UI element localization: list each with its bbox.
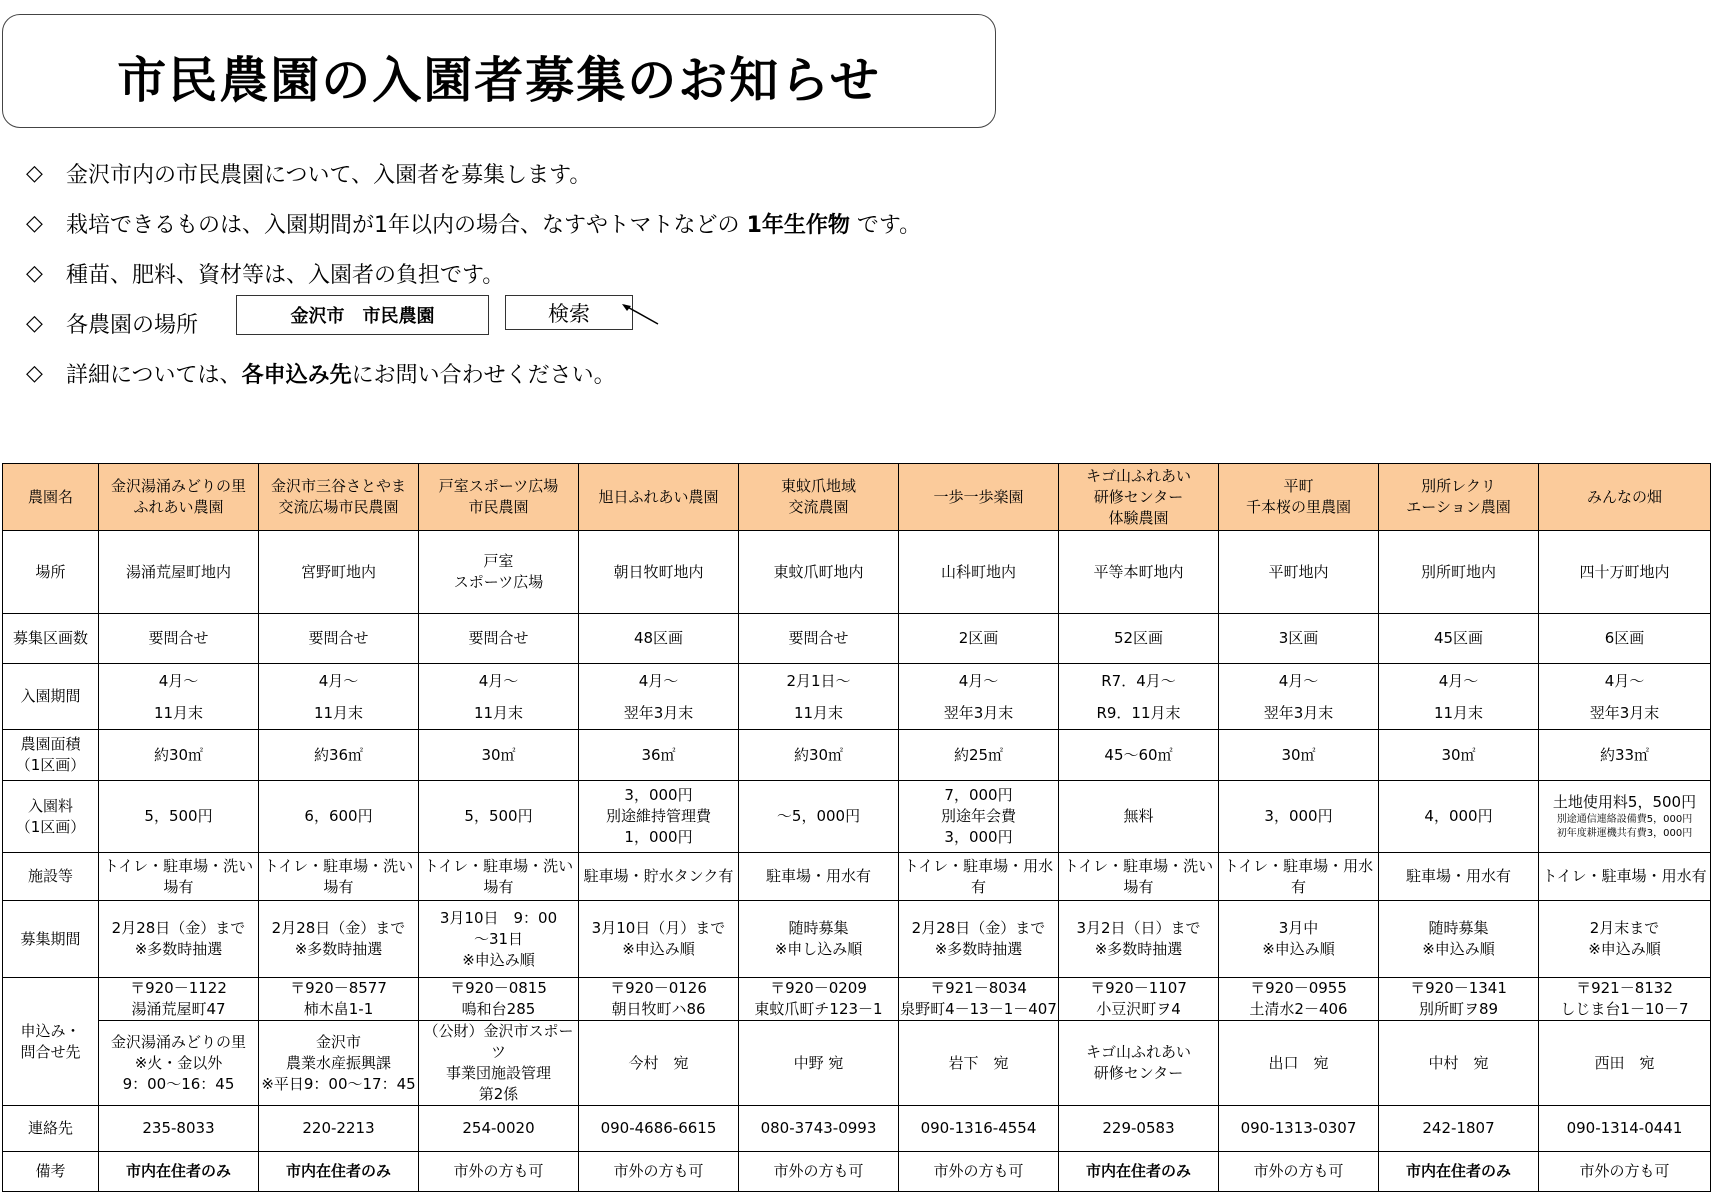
table-cell: 5，500円 bbox=[419, 781, 579, 853]
table-cell: 市内在住者のみ bbox=[1059, 1152, 1219, 1192]
table-cell: 4月～ 11月末 bbox=[419, 664, 579, 730]
table-cell: 市内在住者のみ bbox=[259, 1152, 419, 1192]
table-cell: 4月～ 11月末 bbox=[99, 664, 259, 730]
table-cell: 〒920－0209 東蚊爪町チ123－1 bbox=[739, 978, 899, 1021]
table-cell: 090-4686-6615 bbox=[579, 1106, 739, 1152]
notice-item bbox=[26, 148, 1026, 198]
table-cell: 宮野町地内 bbox=[259, 531, 419, 614]
row-label: 連絡先 bbox=[3, 1106, 99, 1152]
table-cell: 〒920－8577 柿木畠1-1 bbox=[259, 978, 419, 1021]
table-cell: 金沢湯涌みどりの里 ※火・金以外 9：00～16：45 bbox=[99, 1021, 259, 1106]
table-cell: R7．4月～ R9．11月末 bbox=[1059, 664, 1219, 730]
diamond-icon: ◇ bbox=[26, 160, 43, 186]
table-cell: 30㎡ bbox=[1219, 730, 1379, 781]
diamond-icon: ◇ bbox=[26, 310, 43, 336]
diamond-icon: ◇ bbox=[26, 210, 43, 236]
table-cell: 〒920－1122 湯涌荒屋町47 bbox=[99, 978, 259, 1021]
table-cell: 4月～ 翌年3月末 bbox=[1539, 664, 1711, 730]
cell-note: 別途通信連絡設備費5，000円 初年度耕運機共有費3，000円 bbox=[1556, 814, 1693, 839]
table-cell: 要問合せ bbox=[99, 614, 259, 664]
table-cell: 東蚊爪町地内 bbox=[739, 531, 899, 614]
table-cell: 出口 宛 bbox=[1219, 1021, 1379, 1106]
table-row bbox=[3, 1021, 1711, 1106]
table-cell: 〒920－0126 朝日牧町ハ86 bbox=[579, 978, 739, 1021]
table-cell: 駐車場・貯水タンク有 bbox=[579, 853, 739, 901]
table-cell: 6，600円 bbox=[259, 781, 419, 853]
table-cell: 〒920－1107 小豆沢町ヲ4 bbox=[1059, 978, 1219, 1021]
table-row bbox=[3, 978, 1711, 1021]
table-cell: 駐車場・用水有 bbox=[739, 853, 899, 901]
garden-name: 一歩一歩楽園 bbox=[899, 464, 1059, 531]
table-cell: 山科町地内 bbox=[899, 531, 1059, 614]
table-cell: 080-3743-0993 bbox=[739, 1106, 899, 1152]
table-cell: 52区画 bbox=[1059, 614, 1219, 664]
table-cell: 市外の方も可 bbox=[1219, 1152, 1379, 1192]
row-label: 場所 bbox=[3, 531, 99, 614]
table-cell: トイレ・駐車場・用水有 bbox=[1219, 853, 1379, 901]
table-cell: 今村 宛 bbox=[579, 1021, 739, 1106]
row-label: 備考 bbox=[3, 1152, 99, 1192]
table-cell: 市外の方も可 bbox=[579, 1152, 739, 1192]
garden-name: 旭日ふれあい農園 bbox=[579, 464, 739, 531]
table-row bbox=[3, 664, 1711, 730]
garden-name: 戸室スポーツ広場 市民農園 bbox=[419, 464, 579, 531]
table-cell: 湯涌荒屋町地内 bbox=[99, 531, 259, 614]
table-cell: 別所町地内 bbox=[1379, 531, 1539, 614]
title-box bbox=[2, 14, 996, 128]
row-label: 農園面積 （1区画） bbox=[3, 730, 99, 781]
row-label: 入園期間 bbox=[3, 664, 99, 730]
table-cell: （公財）金沢市スポーツ 事業団施設管理 第2係 bbox=[419, 1021, 579, 1106]
table-cell: 〒920－0815 鳴和台285 bbox=[419, 978, 579, 1021]
table-cell: 254-0020 bbox=[419, 1106, 579, 1152]
table-cell: 3月2日（日）まで ※多数時抽選 bbox=[1059, 901, 1219, 978]
row-label: 募集区画数 bbox=[3, 614, 99, 664]
table-cell: 要問合せ bbox=[259, 614, 419, 664]
table-cell: 無料 bbox=[1059, 781, 1219, 853]
table-cell: 242-1807 bbox=[1379, 1106, 1539, 1152]
table-cell: 市内在住者のみ bbox=[99, 1152, 259, 1192]
table-cell: 30㎡ bbox=[1379, 730, 1539, 781]
table-row bbox=[3, 730, 1711, 781]
table-cell: 約33㎡ bbox=[1539, 730, 1711, 781]
garden-table bbox=[2, 463, 1711, 1192]
table-cell: 約36㎡ bbox=[259, 730, 419, 781]
row-label: 農園名 bbox=[3, 464, 99, 531]
table-cell: 235-8033 bbox=[99, 1106, 259, 1152]
table-row bbox=[3, 614, 1711, 664]
notice-text: にお問い合わせください。 bbox=[351, 362, 616, 388]
table-cell: キゴ山ふれあい 研修センター bbox=[1059, 1021, 1219, 1106]
garden-name: 平町 千本桜の里農園 bbox=[1219, 464, 1379, 531]
table-row bbox=[3, 1106, 1711, 1152]
table-cell: 229-0583 bbox=[1059, 1106, 1219, 1152]
table-cell: 平町地内 bbox=[1219, 531, 1379, 614]
notice-item bbox=[26, 248, 1026, 298]
table-cell: 約30㎡ bbox=[739, 730, 899, 781]
table-cell: 市外の方も可 bbox=[419, 1152, 579, 1192]
table-cell: 30㎡ bbox=[419, 730, 579, 781]
table-cell: 市外の方も可 bbox=[739, 1152, 899, 1192]
table-cell: 36㎡ bbox=[579, 730, 739, 781]
table-cell: 7，000円 別途年会費 3，000円 bbox=[899, 781, 1059, 853]
notice-text: です。 bbox=[849, 212, 922, 238]
table-cell: 5，500円 bbox=[99, 781, 259, 853]
cell-text: 土地使用料5，500円 bbox=[1552, 793, 1697, 811]
row-label: 申込み・ 問合せ先 bbox=[3, 978, 99, 1106]
table-cell: 3区画 bbox=[1219, 614, 1379, 664]
location-field[interactable]: 金沢市 市民農園 bbox=[236, 295, 489, 335]
table-cell: 〒920－0955 土清水2－406 bbox=[1219, 978, 1379, 1021]
table-cell: 四十万町地内 bbox=[1539, 531, 1711, 614]
page-title: 市民農園の入園者募集のお知らせ bbox=[117, 52, 881, 109]
table-cell: 220-2213 bbox=[259, 1106, 419, 1152]
table-cell: 朝日牧町地内 bbox=[579, 531, 739, 614]
table-cell: 2月末まで ※申込み順 bbox=[1539, 901, 1711, 978]
table-row bbox=[3, 901, 1711, 978]
table-row bbox=[3, 464, 1711, 531]
table-cell: 戸室 スポーツ広場 bbox=[419, 531, 579, 614]
table-cell: トイレ・駐車場・洗い場有 bbox=[419, 853, 579, 901]
table-cell: 4，000円 bbox=[1379, 781, 1539, 853]
notice-list bbox=[26, 148, 1026, 398]
arrow-icon bbox=[620, 302, 660, 326]
table-cell: 4月～ 翌年3月末 bbox=[579, 664, 739, 730]
notice-text: 各農園の場所 bbox=[66, 312, 199, 338]
table-cell: 090-1316-4554 bbox=[899, 1106, 1059, 1152]
notice-text: 詳細については、 bbox=[66, 362, 242, 388]
table-cell: 6区画 bbox=[1539, 614, 1711, 664]
diamond-icon: ◇ bbox=[26, 260, 43, 286]
table-cell: 2月28日（金）まで ※多数時抽選 bbox=[99, 901, 259, 978]
table-cell: 中野 宛 bbox=[739, 1021, 899, 1106]
garden-name: 別所レクリ エーション農園 bbox=[1379, 464, 1539, 531]
table-cell: トイレ・駐車場・洗い場有 bbox=[259, 853, 419, 901]
table-cell: 3，000円 bbox=[1219, 781, 1379, 853]
table-cell: トイレ・駐車場・洗い場有 bbox=[99, 853, 259, 901]
table-cell: 随時募集 ※申し込み順 bbox=[739, 901, 899, 978]
table-cell: 090-1314-0441 bbox=[1539, 1106, 1711, 1152]
table-cell: 4月～ 翌年3月末 bbox=[1219, 664, 1379, 730]
table-cell: 3，000円 別途維持管理費 1，000円 bbox=[579, 781, 739, 853]
table-cell: トイレ・駐車場・洗い場有 bbox=[1059, 853, 1219, 901]
row-label: 入園料 （1区画） bbox=[3, 781, 99, 853]
table-row bbox=[3, 853, 1711, 901]
notice-item bbox=[26, 348, 1026, 398]
notice-text: 1年生作物 bbox=[746, 212, 850, 238]
table-cell: 中村 宛 bbox=[1379, 1021, 1539, 1106]
table-cell: 市外の方も可 bbox=[1539, 1152, 1711, 1192]
table-cell: ～5，000円 bbox=[739, 781, 899, 853]
table-cell: 4月～ 11月末 bbox=[1379, 664, 1539, 730]
table-cell: 平等本町地内 bbox=[1059, 531, 1219, 614]
table-cell: 2月28日（金）まで ※多数時抽選 bbox=[259, 901, 419, 978]
table-cell: 要問合せ bbox=[419, 614, 579, 664]
table-cell: 〒921－8132 しじま台1－10－7 bbox=[1539, 978, 1711, 1021]
notice-text: 各申込み先 bbox=[241, 362, 352, 388]
table-cell: 随時募集 ※申込み順 bbox=[1379, 901, 1539, 978]
table-cell: 市外の方も可 bbox=[899, 1152, 1059, 1192]
row-label: 施設等 bbox=[3, 853, 99, 901]
table-cell: 約25㎡ bbox=[899, 730, 1059, 781]
table-cell: 2月1日～ 11月末 bbox=[739, 664, 899, 730]
table-cell: 3月中 ※申込み順 bbox=[1219, 901, 1379, 978]
table-cell: 〒921－8034 泉野町4－13－1－407 bbox=[899, 978, 1059, 1021]
garden-name: 金沢市三谷さとやま 交流広場市民農園 bbox=[259, 464, 419, 531]
table-cell: 2区画 bbox=[899, 614, 1059, 664]
notice-text: 金沢市内の市民農園について、入園者を募集します。 bbox=[66, 162, 592, 188]
table-cell: 金沢市 農業水産振興課 ※平日9：00～17：45 bbox=[259, 1021, 419, 1106]
table-cell: 3月10日 9：00 ～31日 ※申込み順 bbox=[419, 901, 579, 978]
table-cell: 3月10日（月）まで ※申込み順 bbox=[579, 901, 739, 978]
table-cell: 〒920－1341 別所町ヲ89 bbox=[1379, 978, 1539, 1021]
table-row bbox=[3, 1152, 1711, 1192]
table-row bbox=[3, 781, 1711, 853]
garden-name: みんなの畑 bbox=[1539, 464, 1711, 531]
table-cell bbox=[1539, 781, 1711, 853]
diamond-icon: ◇ bbox=[26, 360, 43, 386]
table-cell: 市内在住者のみ bbox=[1379, 1152, 1539, 1192]
table-cell: トイレ・駐車場・用水有 bbox=[1539, 853, 1711, 901]
table-row bbox=[3, 531, 1711, 614]
table-cell: 090-1313-0307 bbox=[1219, 1106, 1379, 1152]
table-cell: 4月～ 11月末 bbox=[259, 664, 419, 730]
garden-name: 東蚊爪地域 交流農園 bbox=[739, 464, 899, 531]
row-label: 募集期間 bbox=[3, 901, 99, 978]
table-cell: 45区画 bbox=[1379, 614, 1539, 664]
table-cell: 45～60㎡ bbox=[1059, 730, 1219, 781]
table-cell: 駐車場・用水有 bbox=[1379, 853, 1539, 901]
table-cell: 48区画 bbox=[579, 614, 739, 664]
garden-name: キゴ山ふれあい 研修センター 体験農園 bbox=[1059, 464, 1219, 531]
garden-name: 金沢湯涌みどりの里 ふれあい農園 bbox=[99, 464, 259, 531]
table-cell: 約30㎡ bbox=[99, 730, 259, 781]
table-cell: 西田 宛 bbox=[1539, 1021, 1711, 1106]
table-cell: 岩下 宛 bbox=[899, 1021, 1059, 1106]
notice-item bbox=[26, 198, 1026, 248]
table-cell: 要問合せ bbox=[739, 614, 899, 664]
table-cell: 2月28日（金）まで ※多数時抽選 bbox=[899, 901, 1059, 978]
table-cell: トイレ・駐車場・用水有 bbox=[899, 853, 1059, 901]
search-button[interactable]: 検索 bbox=[505, 295, 633, 330]
notice-text: 種苗、肥料、資材等は、入園者の負担です。 bbox=[66, 262, 505, 288]
notice-text: 栽培できるものは、入園期間が1年以内の場合、なすやトマトなどの bbox=[66, 212, 747, 238]
table-cell: 4月～ 翌年3月末 bbox=[899, 664, 1059, 730]
